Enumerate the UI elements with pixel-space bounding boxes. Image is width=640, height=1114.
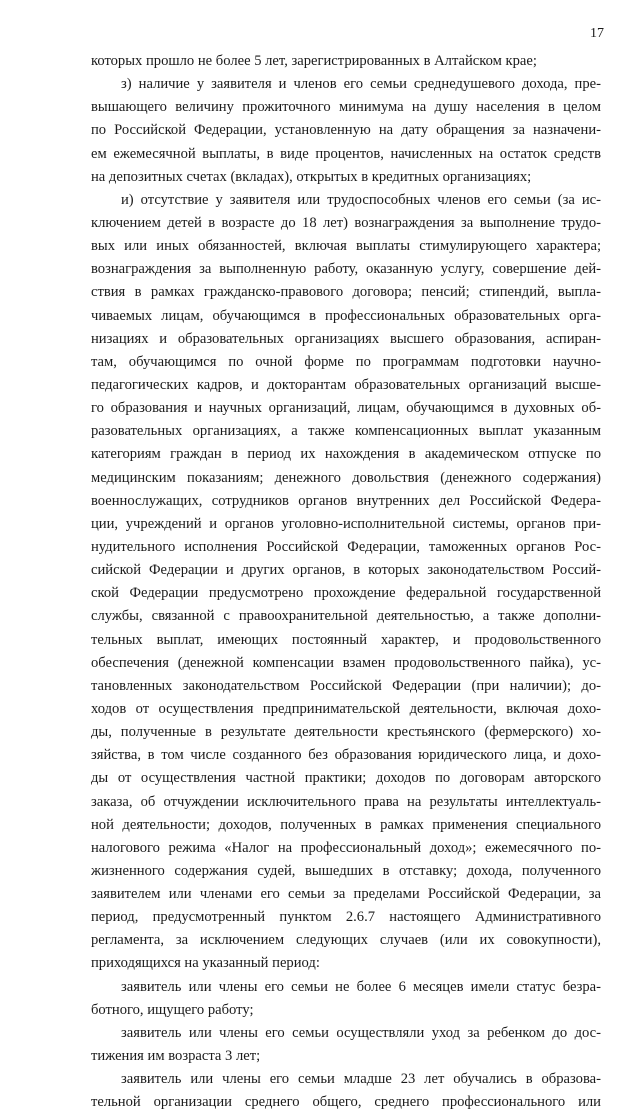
text-line: вышающего величину прожиточного минимума на душу населения в целом	[91, 99, 601, 116]
text-line: тановленных законодательством Российской Федерации (при наличии); до-	[91, 677, 601, 694]
text-line: вых или иных обязанностей, включая выплаты стимулирующего характера;	[91, 238, 601, 255]
text-line: ции, учреждений и органов уголовно-исполнительной системы, органов при-	[91, 515, 601, 532]
text-line: ды от осуществления частной практики; доходов по договорам авторского	[91, 770, 601, 787]
text-line: заявитель или члены его семьи осуществляли уход за ребенком до дос-	[121, 1024, 601, 1041]
text-line: ной деятельности; доходов, полученных в рамках применения специального	[91, 816, 601, 833]
body-text	[91, 50, 601, 1114]
text-line: обеспечения (денежной компенсации взамен продовольственного пайка), ус-	[91, 654, 601, 671]
text-line: нудительного исполнения Российской Федерации, таможенных органов Рос-	[91, 538, 601, 555]
page-number: 17	[590, 26, 604, 41]
text-line: военнослужащих, сотрудников органов внутренних дел Российской Федера-	[91, 492, 601, 509]
text-line: педагогических кадров, и докторантам образовательных организаций высше-	[91, 376, 601, 393]
text-line: там, обучающимся по очной форме по программам подготовки научно-	[91, 353, 601, 370]
text-line: службы, связанной с правоохранительной деятельностью, а также дополни-	[91, 608, 601, 625]
text-line: по Российской Федерации, установленную на дату обращения за назначени-	[91, 122, 601, 139]
text-line: зяйства, в том числе созданного без образования юридического лица, и дохо-	[91, 747, 601, 764]
text-line: регламента, за исключением следующих случаев (или их совокупности),	[91, 932, 601, 949]
text-line: вознаграждения за выполненную работу, оказанную услугу, совершение дей-	[91, 261, 601, 278]
text-line: категориям граждан в период их нахождения в академическом отпуске по	[91, 446, 601, 463]
text-line: ем ежемесячной выплаты, в виде процентов, начисленных на остаток средств	[91, 145, 601, 162]
text-line: ды, полученные в результате деятельности крестьянского (фермерского) хо-	[91, 724, 601, 741]
text-line: чиваемых лицам, обучающимся в профессиональных образовательных орга-	[91, 307, 601, 324]
text-line: тельной организации среднего общего, среднего профессионального или	[91, 1094, 601, 1111]
text-line: период, предусмотренный пунктом 2.6.7 настоящего Административного	[91, 909, 601, 926]
text-line: тижения им возраста 3 лет;	[91, 1048, 261, 1065]
text-line: го образования и научных организаций, лицам, обучающимся в духовных об-	[91, 400, 601, 417]
text-line: налогового режима «Налог на профессиональный доход»; ежемесячного по-	[91, 839, 601, 856]
text-line: которых прошло не более 5 лет, зарегистрированных в Алтайском крае;	[91, 53, 537, 69]
text-line: заявитель или члены его семьи не более 6 месяцев имели статус безра-	[121, 978, 601, 995]
text-line: медицинским показаниям; денежного довольствия (денежного содержания)	[91, 469, 601, 486]
text-line: сийской Федерации и других органов, в которых законодательством Россий-	[91, 562, 601, 579]
text-line: разовательных организациях, а также компенсационных выплат указанным	[91, 423, 601, 440]
text-line: ствия в рамках гражданско-правового договора; пенсий; стипендий, выпла-	[91, 284, 601, 301]
text-line: заявителем или членами его семьи за пределами Российской Федерации, за	[91, 886, 601, 903]
text-line: ботного, ищущего работу;	[91, 1001, 254, 1018]
text-line: жизненного содержания судей, вышедших в отставку; дохода, полученного	[91, 862, 601, 879]
text-line: ской Федерации предусмотрено прохождение федеральной государственной	[91, 585, 601, 602]
text-line: приходящихся на указанный период:	[91, 955, 320, 972]
text-line: ключением детей в возрасте до 18 лет) вознаграждения за выполнение трудо-	[91, 214, 601, 231]
text-line: заказа, об отчуждении исключительного права на результаты интеллектуаль-	[91, 793, 601, 810]
text-line: низациях и образовательных организациях высшего образования, аспиран-	[91, 330, 601, 347]
text-line: на депозитных счетах (вкладах), открытых в кредитных организациях;	[91, 168, 532, 185]
text-line: заявитель или члены его семьи младше 23 лет обучались в образова-	[121, 1071, 601, 1088]
text-line: ходов от осуществления предпринимательской деятельности, включая дохо-	[91, 700, 601, 717]
text-line: з) наличие у заявителя и членов его семьи среднедушевого дохода, пре-	[121, 76, 601, 93]
text-line: тельных выплат, имеющих постоянный характер, и продовольственного	[91, 631, 601, 648]
text-line: и) отсутствие у заявителя или трудоспособных членов его семьи (за ис-	[121, 191, 601, 208]
